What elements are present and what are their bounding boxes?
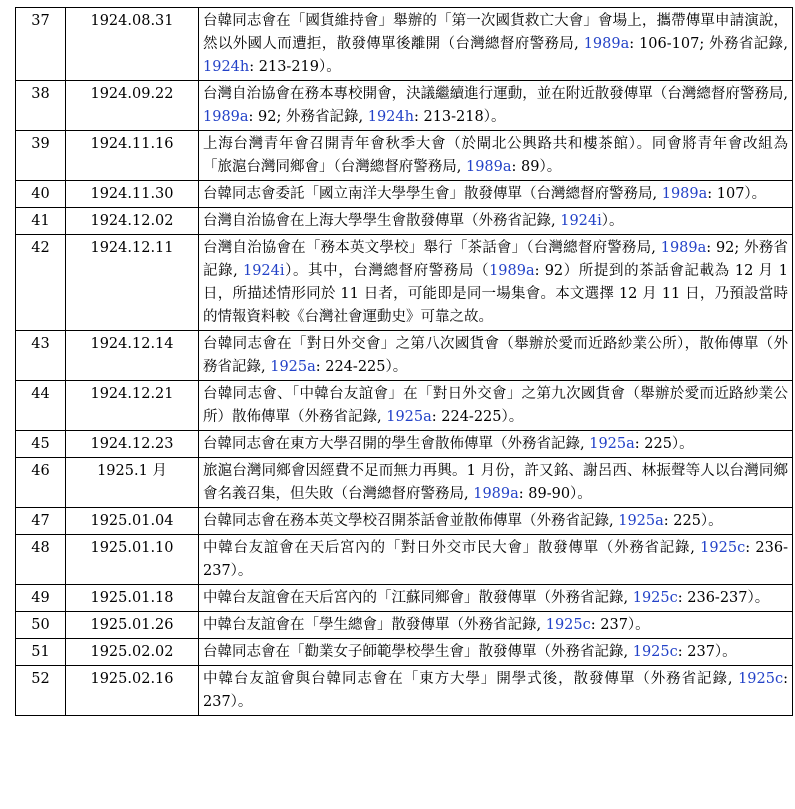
entry-description (199, 458, 793, 508)
citation-link[interactable]: 1925c (700, 540, 746, 556)
entry-date: 1925.01.26 (66, 612, 199, 639)
description-text: 台韓同志會在「國貨維持會」舉辦的「第一次國貨救亡大會」會場上，攜帶傳單申請演說，然以外國人而遭拒，散發傳單後離開（台灣總督府警務局, (203, 13, 788, 52)
entry-date: 1925.01.18 (66, 585, 199, 612)
description-text: : 92; 外務省記錄, (203, 240, 788, 279)
table-row (16, 535, 793, 585)
table-row (16, 181, 793, 208)
entry-date: 1924.09.22 (66, 81, 199, 131)
entry-number: 52 (16, 666, 66, 716)
description-text: : 224-225）。 (315, 359, 408, 375)
description-text: : 89）。 (511, 159, 562, 175)
table-row (16, 381, 793, 431)
description-text: : 236-237）。 (203, 540, 788, 579)
description-text: 台韓同志會委託「國立南洋大學學生會」散發傳單（台灣總督府警務局, (203, 186, 662, 202)
entry-date: 1924.12.23 (66, 431, 199, 458)
table-row (16, 8, 793, 81)
entry-number: 43 (16, 331, 66, 381)
entry-number: 37 (16, 8, 66, 81)
entry-description (199, 666, 793, 716)
citation-link[interactable]: 1924h (203, 59, 250, 75)
table-row (16, 81, 793, 131)
description-text: ）。 (601, 213, 624, 229)
entry-number: 49 (16, 585, 66, 612)
citation-link[interactable]: 1925c (632, 644, 678, 660)
citation-link[interactable]: 1989a (473, 486, 519, 502)
description-text: : 237）。 (590, 617, 650, 633)
citation-link[interactable]: 1989a (465, 159, 512, 175)
description-text: 中韓台友誼會在「學生總會」散發傳單（外務省記錄, (203, 617, 546, 633)
entry-date: 1924.11.16 (66, 131, 199, 181)
description-text: : 92; 外務省記錄, (248, 109, 368, 125)
entry-date: 1925.02.02 (66, 639, 199, 666)
description-text: 台韓同志會在務本英文學校召開茶話會並散佈傳單（外務省記錄, (203, 513, 619, 529)
description-text: 台韓同志會、「中韓台友誼會」在「對日外交會」之第九次國貨會（舉辦於愛而近路紗業公所）散佈傳單（外務省記錄, (203, 386, 788, 425)
description-text: : 213-219）。 (249, 59, 341, 75)
citation-link[interactable]: 1925a (618, 513, 664, 529)
entry-number: 38 (16, 81, 66, 131)
entry-date: 1924.12.11 (66, 235, 199, 331)
entry-description (199, 639, 793, 666)
entry-number: 42 (16, 235, 66, 331)
description-text: ）。其中，台灣總督府警務局（ (284, 263, 490, 279)
entry-date: 1924.08.31 (66, 8, 199, 81)
description-text: : 225）。 (634, 436, 694, 452)
entry-description (199, 235, 793, 331)
description-text: : 236-237）。 (677, 590, 770, 606)
citation-link[interactable]: 1925a (386, 409, 432, 425)
citation-link[interactable]: 1924h (367, 109, 414, 125)
chronology-table-body (16, 8, 793, 716)
citation-link[interactable]: 1925a (589, 436, 635, 452)
description-text: 台韓同志會在「勸業女子師範學校學生會」散發傳單（外務省記錄, (203, 644, 633, 660)
table-row (16, 508, 793, 535)
description-text: 台灣自治協會在務本專校開會，決議繼續進行運動，並在附近散發傳單（台灣總督府警務局, (203, 86, 788, 102)
description-text: : 237）。 (677, 644, 737, 660)
chronology-table (15, 7, 793, 716)
description-text: : 237）。 (203, 671, 788, 710)
citation-link[interactable]: 1989a (660, 240, 707, 256)
description-text: : 213-218）。 (413, 109, 506, 125)
entry-description (199, 208, 793, 235)
description-text: : 89-90）。 (518, 486, 592, 502)
description-text: 台韓同志會在東方大學召開的學生會散佈傳單（外務省記錄, (203, 436, 590, 452)
entry-number: 39 (16, 131, 66, 181)
description-text: 中韓台友誼會在天后宮內的「對日外交市民大會」散發傳單（外務省記錄, (203, 540, 701, 556)
table-row (16, 612, 793, 639)
entry-description (199, 535, 793, 585)
entry-number: 50 (16, 612, 66, 639)
table-row (16, 235, 793, 331)
description-text: : 225）。 (663, 513, 723, 529)
entry-description (199, 431, 793, 458)
entry-date: 1924.12.21 (66, 381, 199, 431)
entry-date: 1924.11.30 (66, 181, 199, 208)
description-text: 台灣自治協會在上海大學學生會散發傳單（外務省記錄, (203, 213, 561, 229)
citation-link[interactable]: 1989a (661, 186, 708, 202)
table-row (16, 331, 793, 381)
citation-link[interactable]: 1989a (583, 36, 630, 52)
entry-description (199, 585, 793, 612)
entry-description (199, 331, 793, 381)
description-text: 台韓同志會在「對日外交會」之第八次國貨會（舉辦於愛而近路紗業公所），散佈傳單（外務省記錄, (203, 336, 788, 375)
entry-description (199, 508, 793, 535)
citation-link[interactable]: 1925c (545, 617, 591, 633)
table-row (16, 131, 793, 181)
entry-number: 40 (16, 181, 66, 208)
description-text: : 92）所提到的茶話會記載為 12 月 1 日，所描述情形同於 11 日者，可能即是同一場集會。本文選擇 12 月 11 日，乃預設當時的情報資料較《台灣社會運動史》可靠之故。 (203, 263, 789, 325)
description-text: 中韓台友誼會與台韓同志會在「東方大學」開學式後，散發傳單（外務省記錄, (203, 671, 739, 687)
entry-date: 1924.12.14 (66, 331, 199, 381)
entry-number: 46 (16, 458, 66, 508)
entry-number: 41 (16, 208, 66, 235)
description-text: 台灣自治協會在「務本英文學校」舉行「茶話會」（台灣總督府警務局, (203, 240, 661, 256)
description-text: 旅滬台灣同鄉會因經費不足而無力再興。1 月份，許又銘、謝呂西、林振聲等人以台灣同鄉會名義召集，但失敗（台灣總督府警務局, (203, 463, 788, 502)
entry-number: 44 (16, 381, 66, 431)
citation-link[interactable]: 1925c (738, 671, 784, 687)
table-row (16, 585, 793, 612)
description-text: 上海台灣青年會召開青年會秋季大會（於閘北公興路共和樓茶館）。同會將青年會改組為「旅滬台灣同鄉會」（台灣總督府警務局, (203, 136, 788, 175)
citation-link[interactable]: 1925a (270, 359, 316, 375)
citation-link[interactable]: 1989a (489, 263, 535, 279)
entry-date: 1925.01.04 (66, 508, 199, 535)
entry-description (199, 381, 793, 431)
citation-link[interactable]: 1989a (203, 109, 249, 125)
entry-number: 48 (16, 535, 66, 585)
entry-number: 47 (16, 508, 66, 535)
entry-date: 1924.12.02 (66, 208, 199, 235)
table-row (16, 208, 793, 235)
entry-description (199, 8, 793, 81)
entry-number: 45 (16, 431, 66, 458)
description-text: : 224-225）。 (431, 409, 524, 425)
table-row (16, 431, 793, 458)
entry-date: 1925.02.16 (66, 666, 199, 716)
table-row (16, 666, 793, 716)
citation-link[interactable]: 1924i (242, 263, 285, 279)
entry-number: 51 (16, 639, 66, 666)
entry-description (199, 131, 793, 181)
description-text: : 107）。 (707, 186, 767, 202)
entry-date: 1925.1 月 (66, 458, 199, 508)
entry-description (199, 612, 793, 639)
entry-description (199, 181, 793, 208)
entry-date: 1925.01.10 (66, 535, 199, 585)
entry-description (199, 81, 793, 131)
table-row (16, 458, 793, 508)
table-row (16, 639, 793, 666)
citation-link[interactable]: 1924i (560, 213, 602, 229)
citation-link[interactable]: 1925c (632, 590, 678, 606)
description-text: : 106-107; 外務省記錄, (629, 36, 788, 52)
description-text: 中韓台友誼會在天后宮內的「江蘇同鄉會」散發傳單（外務省記錄, (203, 590, 633, 606)
